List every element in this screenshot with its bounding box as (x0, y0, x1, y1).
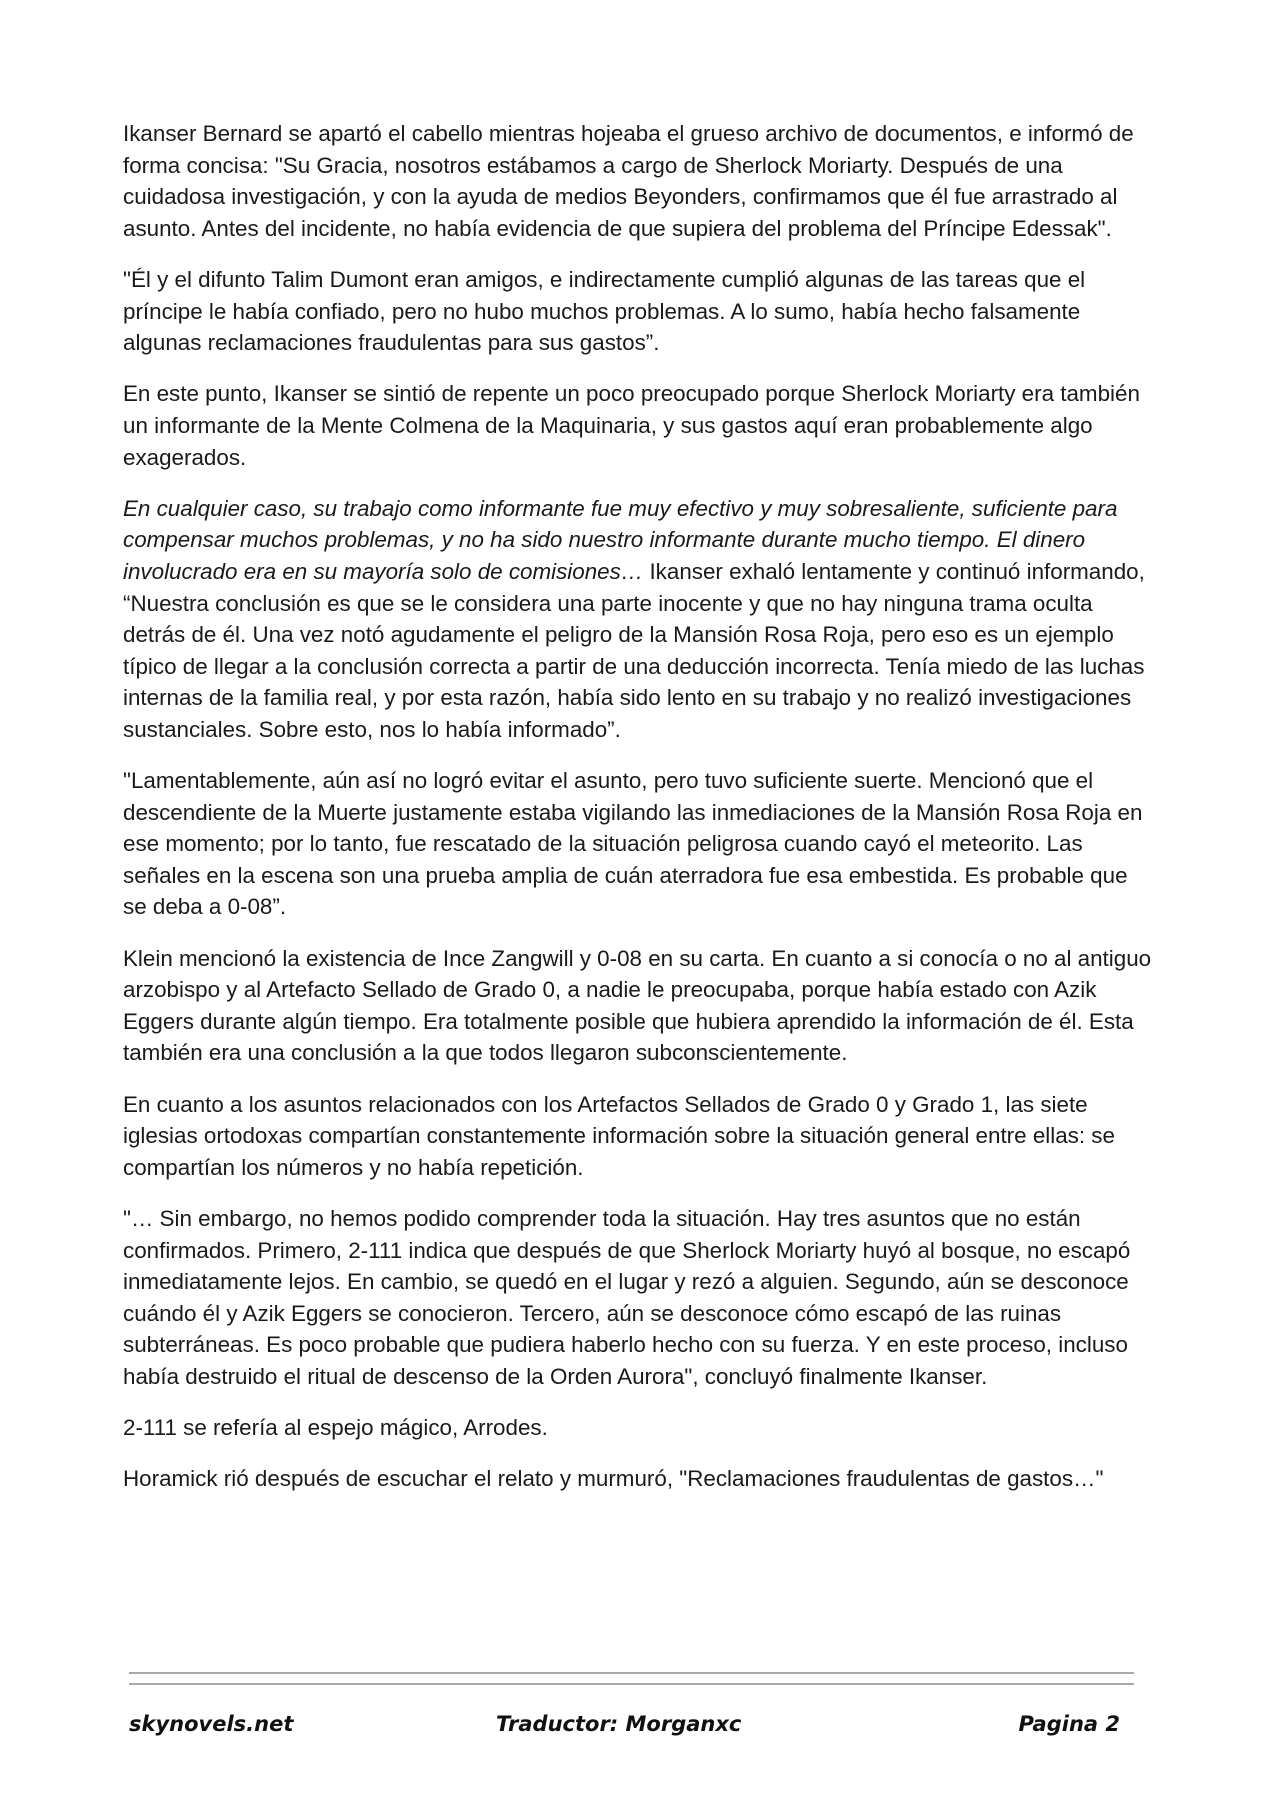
paragraph-text: "… Sin embargo, no hemos podido comprender toda la situación. Hay tres asuntos que no están confirmados. Primero, 2-111 indica que después de que Sherlock Moriarty huyó al bosque, no escapó inmediatamente lejos. En cambio, se quedó en el lugar y rezó a alguien. Segundo, aún se desconoce cuándo él y Azik Eggers se conocieron. Tercero, aún se desconoce cómo escapó de las ruinas subterráneas. Es poco probable que pudiera haberlo hecho con su fuerza. Y en este proceso, incluso había destruido el ritual de descenso de la Orden Aurora", concluyó finalmente Ikanser. (123, 1205, 1131, 1389)
paragraph (123, 1089, 1157, 1184)
paragraph-text: 2-111 se refería al espejo mágico, Arrodes. (123, 1415, 548, 1441)
paragraph (123, 1463, 1157, 1495)
paragraph-italic-text: En cualquier caso, su trabajo como informante fue muy efectivo y muy sobresaliente, suficiente para compensar muchos problemas, y no ha sido nuestro informante durante mucho tiempo. El dinero involucrado era en su mayoría solo de comisiones… (123, 495, 1118, 584)
paragraph (123, 264, 1157, 359)
paragraph (123, 1203, 1157, 1393)
page-footer (129, 1712, 1134, 1752)
footer-site-name: skynovels.net (129, 1712, 294, 1736)
paragraph (123, 1412, 1157, 1444)
footer-divider-top (129, 1672, 1134, 1674)
paragraph (123, 378, 1157, 473)
paragraph-text: En este punto, Ikanser se sintió de repente un poco preocupado porque Sherlock Moriarty era también un informante de la Mente Colmena de la Maquinaria, y sus gastos aquí eran probablemente algo exagerados. (123, 381, 1140, 470)
paragraph-text: Ikanser exhaló lentamente y continuó informando, “Nuestra conclusión es que se le considera una parte inocente y que no hay ninguna trama oculta detrás de él. Una vez notó agudamente el peligro de la Mansión Rosa Roja, pero eso es un ejemplo típico de llegar a la conclusión correcta a partir de una deducción incorrecta. Tenía miedo de las luchas internas de la familia real, y por esta razón, había sido lento en su trabajo y no realizó investigaciones sustanciales. Sobre esto, nos lo había informado”. (123, 558, 1145, 742)
paragraph (123, 118, 1157, 244)
paragraph (123, 943, 1157, 1069)
paragraph (123, 765, 1157, 923)
document-body (123, 118, 1157, 1515)
paragraph-text: Horamick rió después de escuchar el relato y murmuró, "Reclamaciones fraudulentas de gastos…" (123, 1466, 1104, 1492)
paragraph-text: "Él y el difunto Talim Dumont eran amigos, e indirectamente cumplió algunas de las tareas que el príncipe le había confiado, pero no hubo muchos problemas. A lo sumo, había hecho falsamente algunas reclamaciones fraudulentas para sus gastos”. (123, 266, 1086, 356)
footer-translator-credit: Traductor: Morganxc (496, 1712, 742, 1736)
paragraph-text: "Lamentablemente, aún así no logró evitar el asunto, pero tuvo suficiente suerte. Mencionó que el descendiente de la Muerte justamente estaba vigilando las inmediaciones de la Mansión Rosa Roja en ese momento; por lo tanto, fue rescatado de la situación peligrosa cuando cayó el meteorito. Las señales en la escena son una prueba amplia de cuán aterradora fue esa embestida. Es probable que se deba a 0-08”. (123, 768, 1143, 920)
paragraph-text: Ikanser Bernard se apartó el cabello mientras hojeaba el grueso archivo de documentos, e informó de forma concisa: "Su Gracia, nosotros estábamos a cargo de Sherlock Moriarty. Después de una cuidadosa investigación, y con la ayuda de medios Beyonders, confirmamos que él fue arrastrado al asunto. Antes del incidente, no había evidencia de que supiera del problema del Príncipe Edessak". (123, 121, 1134, 241)
paragraph (123, 493, 1157, 746)
paragraph-text: En cuanto a los asuntos relacionados con los Artefactos Sellados de Grado 0 y Grado 1, las siete iglesias ortodoxas compartían constantemente información sobre la situación general entre ellas: se compartían los números y no había repetición. (123, 1091, 1115, 1180)
footer-divider-bottom (129, 1683, 1134, 1685)
footer-page-number: Pagina 2 (1018, 1712, 1120, 1736)
paragraph-text: Klein mencionó la existencia de Ince Zangwill y 0-08 en su carta. En cuanto a si conocía o no al antiguo arzobispo y al Artefacto Sellado de Grado 0, a nadie le preocupaba, porque había estado con Azik Eggers durante algún tiempo. Era totalmente posible que hubiera aprendido la información de él. Esta también era una conclusión a la que todos llegaron subconscientemente. (123, 945, 1152, 1066)
